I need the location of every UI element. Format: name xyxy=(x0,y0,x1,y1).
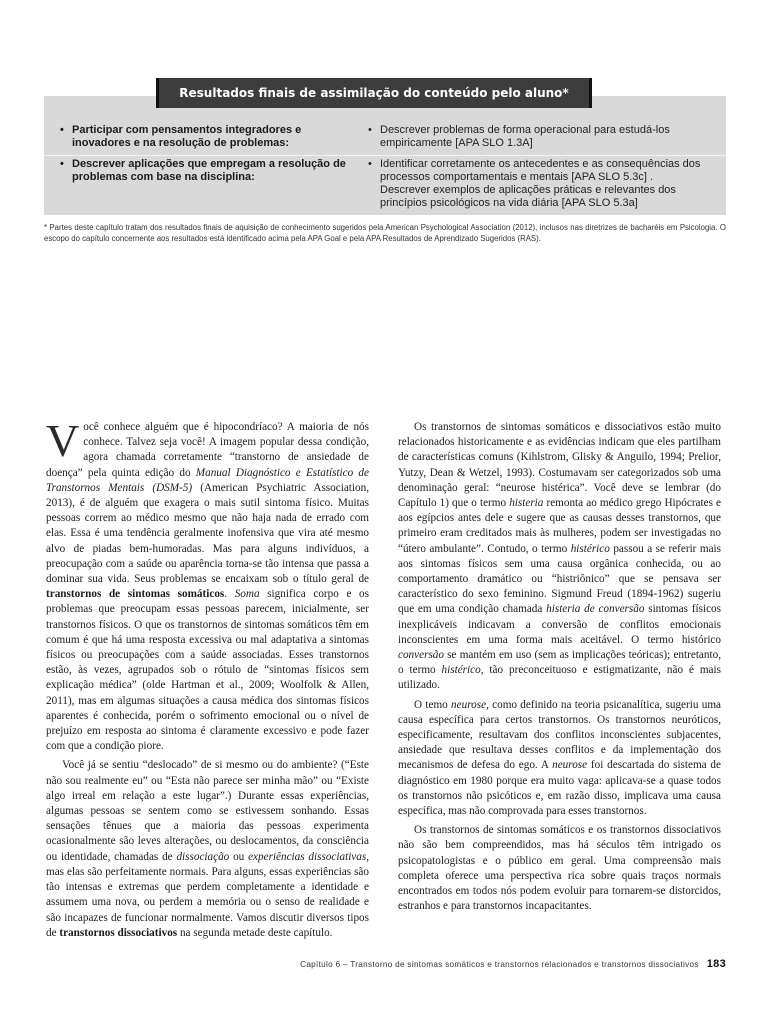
bullet-icon: • xyxy=(368,158,372,170)
page-footer xyxy=(250,958,726,970)
paragraph: Você conhece alguém que é hipocondríaco? A maioria de nós conhece. Talvez seja você! A imagem popular dessa condição, agora chamada corretamente “transtorno de ansiedade de doença” pela quinta edição do Manual Diagnóstico e Estatístico de Transtornos Mentais (DSM-5) (American Psychiatric Association, 2013), é de alguém que exagera o mais sutil sintoma físico. Muitas pessoas correm ao médico mesmo que não haja nada de errado com elas. Essa é uma tendência geralmente inofensiva que vira até mesmo alvo de piadas bem-humoradas. Mas para alguns indivíduos, a preocupação com a saúde ou aparência torna-se tão intensa que passa a dominar sua vida. Seus problemas se encaixam sob o título geral de transtornos de sintomas somáticos. Soma significa corpo e os problemas que preocupam essas pessoas parecem, inicialmente, ser transtornos físicos. O que os transtornos de sintomas somáticos têm em comum é que há uma resposta excessiva ou mal adaptativa a sintomas físicos ou preocupações com a saúde associadas. Esses transtornos estão, às vezes, agrupados sob o rótulo de “sintomas físicos sem explicação médica” (olde Hartman et al., 2009; Woolfolk & Allen, 2011), mas em algumas situações a causa médica dos sintomas físicos aparentes é conhecida, porém o sofrimento emocional ou o nível de prejuízo em resposta ao sintoma é claramente excessivo e pode fazer com que a condição piore. xyxy=(46,415,369,753)
row-divider xyxy=(44,155,726,156)
objective-row xyxy=(44,158,726,210)
bullet-icon: • xyxy=(60,124,64,136)
drop-cap: V xyxy=(46,415,80,466)
objectives-title: Resultados finais de assimilação do conteúdo pelo aluno* xyxy=(156,78,592,108)
objective-outcome: • Descrever problemas de forma operacional para estudá-los empiricamente [APA SLO 1.3A] xyxy=(368,124,670,149)
footnote: * Partes deste capítulo tratam dos resultados finais de aquisição de conhecimento sugeridos pela American Psychological Association (2012), inclusos nas diretrizes de bacharéis em Psicologia. O escopo do capítulo concernente aos resultados está identificado acima pela APA Goal e pela APA Resultados de Aprendizado Sugeridos (RAS). xyxy=(44,223,726,243)
running-head: Capítulo 6 – Transtorno de sintomas somáticos e transtornos relacionados e transtornos dissociativos xyxy=(300,960,699,969)
paragraph: Os transtornos de sintomas somáticos e dissociativos estão muito relacionados historicamente e as evidências indicam que eles partilham de características comuns (Kihlstrom, Glisky & Anguilo, 1994; Prelior, Yutzy, Dean & Wetzel, 1993). Costumavam ser categorizados sob uma denominação geral: “neurose histérica”. Você deve se lembrar (do Capítulo 1) que o termo histeria remonta ao médico grego Hipócrates e aos egípcios antes dele e sugere que as causas desses transtornos, que primeiro eram creditados mais às mulheres, podem ser investigadas no “útero ambulante”. Contudo, o termo histérico passou a se referir mais aos sintomas físicos sem uma causa orgânica conhecida, ou ao comportamento dramático ou “histriônico” que se pensava ser característico do sexo feminino. Sigmund Freud (1894-1962) sugeriu que em uma condição chamada histeria de conversão sintomas físicos inexplicáveis indicavam a conversão de conflitos emocionais inconscientes em uma forma mais aceitável. O termo histórico conversão se mantém em uso (sem as implicações teóricas); entretanto, o termo histérico, tão preconceituoso e estigmatizante, não é mais utilizado. xyxy=(398,421,721,692)
bullet-icon: • xyxy=(368,124,372,136)
bullet-icon: • xyxy=(60,158,64,170)
paragraph: O temo neurose, como definido na teoria psicanalítica, sugeriu uma causa específica para certos transtornos. Os transtornos neuróticos, especificamente, resultavam dos conflitos inconscientes subjacentes, ansiedade que resultava desses conflitos e da implementação dos mecanismos de defesa do ego. A neurose foi descartada do sistema de diagnóstico em 1980 porque era muito vaga: aplicava-se a quase todos os transtornos não psicóticos e, em razão disso, implicava uma causa específica, mas não comprovada para esses transtornos. xyxy=(398,698,721,818)
objective-goal: • Participar com pensamentos integradores e inovadores e na resolução de problemas: xyxy=(60,124,302,149)
paragraph: Os transtornos de sintomas somáticos e os transtornos dissociativos não são bem compreendidos, mas há séculos têm intrigado os psicopatologistas e o público em geral. Uma compreensão mais completa oferece uma perspectiva rica sobre quais traços normais encontrados em todos nós podem evoluir para tornarem-se distorcidos, estranhos e para transtornos incapacitantes. xyxy=(398,824,721,913)
left-column xyxy=(46,415,370,941)
objective-goal: • Descrever aplicações que empregam a resolução de problemas com base na disciplina: xyxy=(44,158,360,210)
right-column xyxy=(398,420,721,915)
page-number: 183 xyxy=(706,958,726,970)
paragraph: Você já se sentiu “deslocado” de si mesmo ou do ambiente? (“Este não sou realmente eu” ou “Esta não parece ser minha mão” ou “Existe algo irreal em relação a este lugar”.) Durante essas experiências, algumas pessoas se sentem como se estivessem sonhando. Essas sensações tênues que a maioria das pessoas experimenta ocasionalmente são leves alterações, ou deslocamentos, da consciência ou identidade, chamadas de dissociação ou experiências dissociativas, mas elas são perfeitamente normais. Para alguns, essas experiências são tão intensas e extremas que perdem completamente a identidade e assumem uma nova, ou perdem a memória ou o senso de realidade e são incapazes de funcionar normalmente. Vamos discutir diversos tipos de transtornos dissociativos na segunda metade deste capítulo. xyxy=(46,759,370,939)
objective-outcome: • Identificar corretamente os antecedentes e as consequências dos processos comportamentais e mentais [APA SLO 5.3c] . Descrever exemplos de aplicações práticas e relevantes dos princípios psicológicos na vida diária [APA SLO 5.3a] xyxy=(368,158,701,209)
objective-row xyxy=(44,124,726,150)
